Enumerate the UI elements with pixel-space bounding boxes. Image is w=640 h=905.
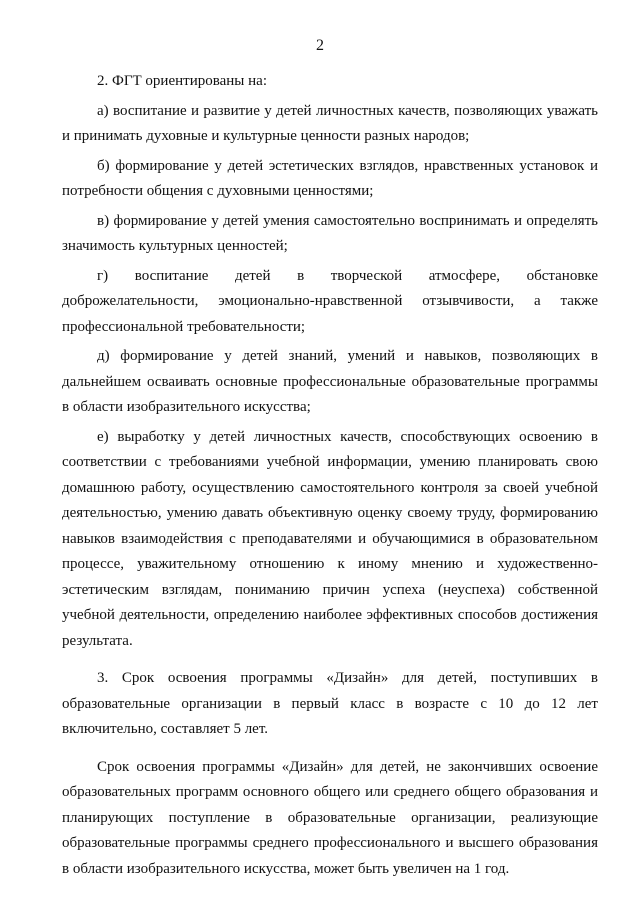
page-number: 2 xyxy=(316,37,324,54)
document-body xyxy=(62,69,598,886)
paragraph-item-a: а) воспитание и развитие у детей личностных качеств, позволяющих уважать и принимать духовные и культурные ценности разных народов; xyxy=(62,102,598,144)
paragraph-item-g: г) воспитание детей в творческой атмосфере, обстановке доброжелательности, эмоционально-нравственной отзывчивости, а также профессиональной требовательности; xyxy=(62,267,598,335)
paragraph-item-v: в) формирование у детей умения самостоятельно воспринимать и определять значимость культурных ценностей; xyxy=(62,212,598,254)
paragraph-item-d: д) формирование у детей знаний, умений и навыков, позволяющих в дальнейшем осваивать основные профессиональные образовательные программы в области изобразительного искусства; xyxy=(62,348,598,415)
paragraph-item-b: б) формирование у детей эстетических взглядов, нравственных установок и потребности общения с духовными ценностями; xyxy=(62,157,598,199)
paragraph-section-3: 3. Срок освоения программы «Дизайн» для детей, поступивших в образовательные организации в первый класс в возрасте с 10 до 12 лет включительно, составляет 5 лет. xyxy=(62,670,598,737)
paragraph-extension-note: Срок освоения программы «Дизайн» для детей, не закончивших освоение образовательных программ основного общего или среднего общего образования и планирующих поступление в образовательные организации, реализующие образовательные программы среднего профессионального и высшего образования в области изобразительного искусства, может быть увеличен на 1 год. xyxy=(62,758,598,877)
paragraph-section-2-heading: 2. ФГТ ориентированы на: xyxy=(97,73,267,89)
paragraph-item-e: е) выработку у детей личностных качеств, способствующих освоению в соответствии с требованиями учебной информации, умению планировать свою домашнюю работу, осуществлению самостоятельного контроля за своей учебной деятельностью, умению давать объективную оценку своему труду, формированию навыков взаимодействия с преподавателями и обучающимися в образовательном процессе, уважительному отношению к иному мнению и художественно-эстетическим взглядам, пониманию причин успеха (неуспеха) собственной учебной деятельности, определению наиболее эффективных способов достижения результата. xyxy=(62,428,598,649)
